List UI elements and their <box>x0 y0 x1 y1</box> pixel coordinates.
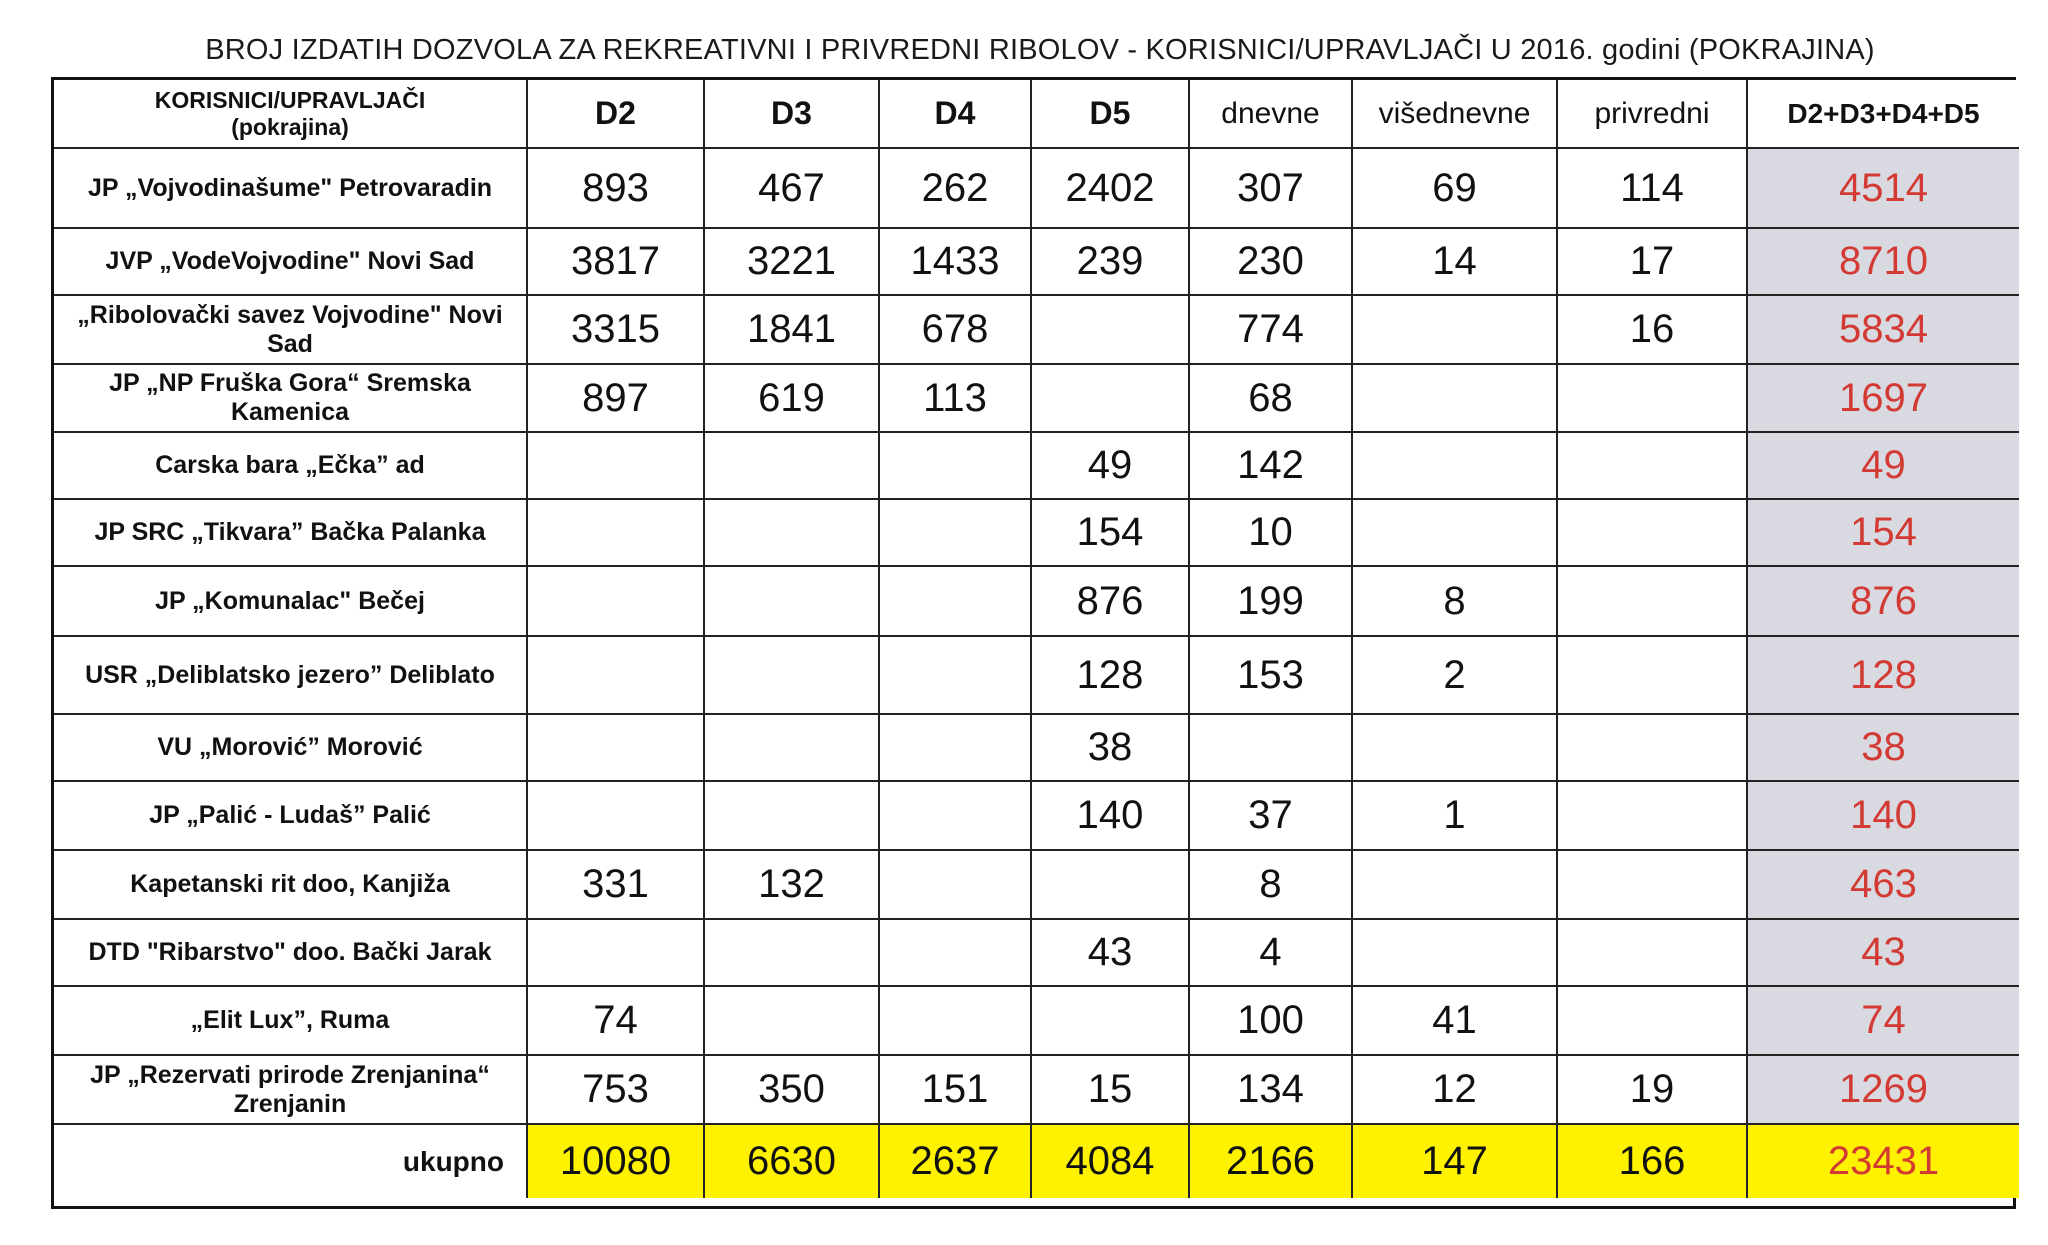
cell-sum: 154 <box>1748 500 2019 567</box>
cell-sum: 38 <box>1748 715 2019 782</box>
cell-d3: 619 <box>705 365 880 433</box>
cell-d3: 350 <box>705 1056 880 1125</box>
cell-sum: 128 <box>1748 637 2019 715</box>
cell-privredni <box>1558 782 1748 851</box>
cell-d3 <box>705 567 880 637</box>
row-name: USR „Deliblatsko jezero” Deliblato <box>54 637 528 715</box>
cell-privredni <box>1558 500 1748 567</box>
cell-privredni: 17 <box>1558 229 1748 296</box>
cell-d5 <box>1032 296 1190 365</box>
total-dnevne: 2166 <box>1190 1125 1353 1198</box>
cell-privredni <box>1558 715 1748 782</box>
cell-d2 <box>528 715 705 782</box>
cell-d2 <box>528 920 705 987</box>
cell-d4 <box>880 637 1032 715</box>
cell-d3 <box>705 987 880 1056</box>
cell-d4 <box>880 920 1032 987</box>
row-name: JP „Vojvodinašume" Petrovaradin <box>54 149 528 229</box>
cell-dnevne: 100 <box>1190 987 1353 1056</box>
cell-sum: 1269 <box>1748 1056 2019 1125</box>
row-name: JP „Palić - Ludaš” Palić <box>54 782 528 851</box>
cell-privredni <box>1558 433 1748 500</box>
cell-dnevne: 8 <box>1190 851 1353 920</box>
row-name: JP „Rezervati prirode Zrenjanina“ Zrenjanin <box>54 1056 528 1125</box>
cell-d5: 876 <box>1032 567 1190 637</box>
row-name: VU „Morović” Morović <box>54 715 528 782</box>
cell-d4: 678 <box>880 296 1032 365</box>
cell-dnevne: 142 <box>1190 433 1353 500</box>
cell-d3 <box>705 500 880 567</box>
cell-d5: 154 <box>1032 500 1190 567</box>
cell-d3: 1841 <box>705 296 880 365</box>
cell-d5: 2402 <box>1032 149 1190 229</box>
total-d3: 6630 <box>705 1125 880 1198</box>
cell-d3 <box>705 715 880 782</box>
header-privredni: privredni <box>1558 80 1748 149</box>
header-d4: D4 <box>880 80 1032 149</box>
cell-d4: 151 <box>880 1056 1032 1125</box>
row-name: JVP „VodeVojvodine" Novi Sad <box>54 229 528 296</box>
cell-privredni: 19 <box>1558 1056 1748 1125</box>
cell-d5: 38 <box>1032 715 1190 782</box>
cell-visednevne: 12 <box>1353 1056 1558 1125</box>
cell-d4: 262 <box>880 149 1032 229</box>
cell-d5: 43 <box>1032 920 1190 987</box>
cell-d5 <box>1032 987 1190 1056</box>
cell-visednevne <box>1353 365 1558 433</box>
cell-sum: 49 <box>1748 433 2019 500</box>
cell-d3: 132 <box>705 851 880 920</box>
cell-sum: 8710 <box>1748 229 2019 296</box>
cell-d3: 467 <box>705 149 880 229</box>
header-d5: D5 <box>1032 80 1190 149</box>
row-name: „Elit Lux”, Ruma <box>54 987 528 1056</box>
header-d3: D3 <box>705 80 880 149</box>
cell-privredni <box>1558 851 1748 920</box>
cell-d5: 239 <box>1032 229 1190 296</box>
cell-visednevne: 41 <box>1353 987 1558 1056</box>
row-name: Kapetanski rit doo, Kanjiža <box>54 851 528 920</box>
cell-dnevne: 307 <box>1190 149 1353 229</box>
cell-dnevne <box>1190 715 1353 782</box>
cell-visednevne <box>1353 920 1558 987</box>
total-visednevne: 147 <box>1353 1125 1558 1198</box>
row-name: JP SRC „Tikvara” Bačka Palanka <box>54 500 528 567</box>
cell-d2 <box>528 433 705 500</box>
cell-d2: 3315 <box>528 296 705 365</box>
cell-visednevne: 1 <box>1353 782 1558 851</box>
total-sum: 23431 <box>1748 1125 2019 1198</box>
cell-d3 <box>705 920 880 987</box>
cell-d4 <box>880 851 1032 920</box>
cell-visednevne <box>1353 851 1558 920</box>
cell-d3 <box>705 637 880 715</box>
cell-visednevne <box>1353 296 1558 365</box>
cell-privredni <box>1558 365 1748 433</box>
cell-visednevne: 8 <box>1353 567 1558 637</box>
cell-d5 <box>1032 365 1190 433</box>
row-name: DTD "Ribarstvo" doo. Bački Jarak <box>54 920 528 987</box>
cell-d2 <box>528 500 705 567</box>
cell-dnevne: 774 <box>1190 296 1353 365</box>
cell-d4 <box>880 567 1032 637</box>
header-users-line1: KORISNICI/UPRAVLJAČI <box>154 87 426 114</box>
cell-dnevne: 230 <box>1190 229 1353 296</box>
cell-dnevne: 134 <box>1190 1056 1353 1125</box>
cell-d5: 140 <box>1032 782 1190 851</box>
row-name: JP „Komunalac" Bečej <box>54 567 528 637</box>
cell-d3 <box>705 782 880 851</box>
cell-d2 <box>528 637 705 715</box>
cell-d4 <box>880 987 1032 1056</box>
cell-d3: 3221 <box>705 229 880 296</box>
cell-privredni: 16 <box>1558 296 1748 365</box>
total-privredni: 166 <box>1558 1125 1748 1198</box>
cell-sum: 1697 <box>1748 365 2019 433</box>
header-users-line2: (pokrajina) <box>231 113 349 140</box>
cell-d4: 1433 <box>880 229 1032 296</box>
document-title: BROJ IZDATIH DOZVOLA ZA REKREATIVNI I PRIVREDNI RIBOLOV - KORISNICI/UPRAVLJAČI U 2016. godini (POKRAJINA) <box>205 34 1875 66</box>
cell-dnevne: 10 <box>1190 500 1353 567</box>
cell-d4 <box>880 500 1032 567</box>
header-d2: D2 <box>528 80 705 149</box>
cell-sum: 74 <box>1748 987 2019 1056</box>
cell-visednevne <box>1353 715 1558 782</box>
cell-visednevne: 69 <box>1353 149 1558 229</box>
total-d4: 2637 <box>880 1125 1032 1198</box>
cell-dnevne: 153 <box>1190 637 1353 715</box>
cell-dnevne: 4 <box>1190 920 1353 987</box>
cell-privredni <box>1558 987 1748 1056</box>
cell-sum: 463 <box>1748 851 2019 920</box>
cell-sum: 5834 <box>1748 296 2019 365</box>
header-visednevne: višednevne <box>1353 80 1558 149</box>
cell-privredni <box>1558 567 1748 637</box>
cell-d2 <box>528 567 705 637</box>
cell-d5: 49 <box>1032 433 1190 500</box>
cell-dnevne: 68 <box>1190 365 1353 433</box>
cell-d2: 74 <box>528 987 705 1056</box>
header-sum: D2+D3+D4+D5 <box>1748 80 2019 149</box>
header-users <box>54 80 528 149</box>
total-label: ukupno <box>54 1125 528 1198</box>
cell-privredni <box>1558 920 1748 987</box>
cell-sum: 140 <box>1748 782 2019 851</box>
cell-d4: 113 <box>880 365 1032 433</box>
header-dnevne: dnevne <box>1190 80 1353 149</box>
cell-d2: 331 <box>528 851 705 920</box>
cell-visednevne: 2 <box>1353 637 1558 715</box>
cell-sum: 4514 <box>1748 149 2019 229</box>
cell-sum: 43 <box>1748 920 2019 987</box>
cell-d4 <box>880 715 1032 782</box>
row-name: „Ribolovački savez Vojvodine" Novi Sad <box>54 296 528 365</box>
cell-privredni: 114 <box>1558 149 1748 229</box>
cell-d2: 753 <box>528 1056 705 1125</box>
cell-visednevne: 14 <box>1353 229 1558 296</box>
cell-dnevne: 199 <box>1190 567 1353 637</box>
cell-d2: 897 <box>528 365 705 433</box>
cell-d2: 3817 <box>528 229 705 296</box>
permits-table <box>51 77 2016 1209</box>
cell-d4 <box>880 782 1032 851</box>
total-d2: 10080 <box>528 1125 705 1198</box>
cell-d5: 128 <box>1032 637 1190 715</box>
cell-sum: 876 <box>1748 567 2019 637</box>
cell-d5: 15 <box>1032 1056 1190 1125</box>
cell-dnevne: 37 <box>1190 782 1353 851</box>
cell-d5 <box>1032 851 1190 920</box>
cell-visednevne <box>1353 433 1558 500</box>
total-d5: 4084 <box>1032 1125 1190 1198</box>
cell-d2 <box>528 782 705 851</box>
row-name: JP „NP Fruška Gora“ Sremska Kamenica <box>54 365 528 433</box>
row-name: Carska bara „Ečka” ad <box>54 433 528 500</box>
cell-privredni <box>1558 637 1748 715</box>
cell-d4 <box>880 433 1032 500</box>
cell-d3 <box>705 433 880 500</box>
cell-d2: 893 <box>528 149 705 229</box>
cell-visednevne <box>1353 500 1558 567</box>
